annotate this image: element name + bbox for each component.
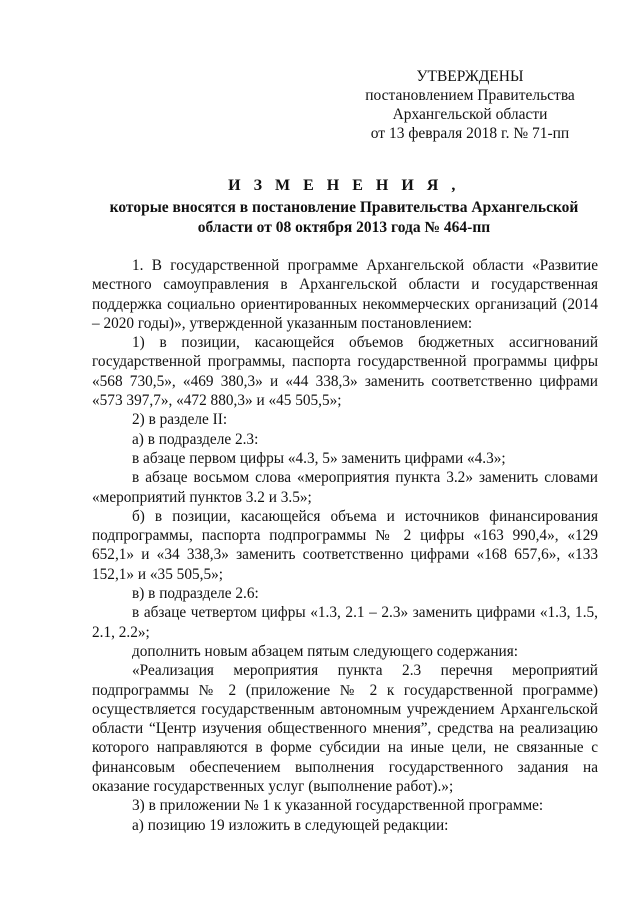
approval-heading: УТВЕРЖДЕНЫ [416,68,524,85]
paragraph-8: в) в подразделе 2.6: [132,585,259,603]
approval-line-resolution: постановлением Правительства [365,87,575,104]
paragraph-2: 1) в позиции, касающейся объемов бюджетных ассигнований государственной программы, паспорта государственной программы цифры «568 730,5», «469 380,3» и «44 338,3» заменить соответственно цифрами «573 397,7», «472 880,3» и «45 505,5»; [92,334,598,410]
approval-line-region: Архангельской области [392,106,548,123]
paragraph-12: 3) в приложении № 1 к указанной государственной программе: [132,797,544,815]
paragraph-11: «Реализация мероприятия пункта 2.3 перечня мероприятий подпрограммы № 2 (приложение № 2 к государственной программе) осуществляется государственным автономным учреждением Архангельской области “Центр изучения общественного мнения”, средства на реализацию которого направляются в форме субсидии на иные цели, не связанные с финансовым обеспечением выполнения государственного задания на оказание государственных услуг (выполнение работ).»; [92,662,598,796]
document-title: И З М Е Н Е Н И Я , [228,177,460,194]
paragraph-1: 1. В государственной программе Архангельской области «Развитие местного самоуправления в Архангельской области и государственная поддержка социально ориентированных некоммерческих организаций (2014 – 2020 годы)», утвержденной указанным постановлением: [92,257,598,332]
paragraph-5: в абзаце первом цифры «4.3, 5» заменить цифрами «4.3»; [132,449,506,467]
document-title-block [88,176,600,238]
document-subtitle-line-1: которые вносятся в постановление Правительства Архангельской [109,199,579,216]
document-body [92,256,598,835]
paragraph-7: б) в позиции, касающейся объема и источников финансирования подпрограммы, паспорта подпрограммы № 2 цифры «163 990,4», «129 652,1» и «34 338,3» заменить соответственно цифрами «168 657,6», «133 152,1» и «35 505,5»; [92,507,598,583]
paragraph-10: дополнить новым абзацем пятым следующего содержания: [132,642,519,660]
paragraph-13: а) позицию 19 изложить в следующей редакции: [132,816,449,834]
document-subtitle-line-2: области от 08 октября 2013 года № 464-пп [197,219,491,236]
paragraph-9: в абзаце четвертом цифры «1.3, 2.1 – 2.3» заменить цифрами «1.3, 1.5, 2.1, 2.2»; [92,604,598,641]
approval-line-date: от 13 февраля 2018 г. № 71-пп [370,125,570,142]
paragraph-4: а) в подразделе 2.3: [132,430,259,448]
approval-stamp [360,67,580,143]
paragraph-6: в абзаце восьмом слова «мероприятия пункта 3.2» заменить словами «мероприятий пунктов 3.2 и 3.5»; [92,469,598,506]
paragraph-3: 2) в разделе II: [132,411,228,429]
